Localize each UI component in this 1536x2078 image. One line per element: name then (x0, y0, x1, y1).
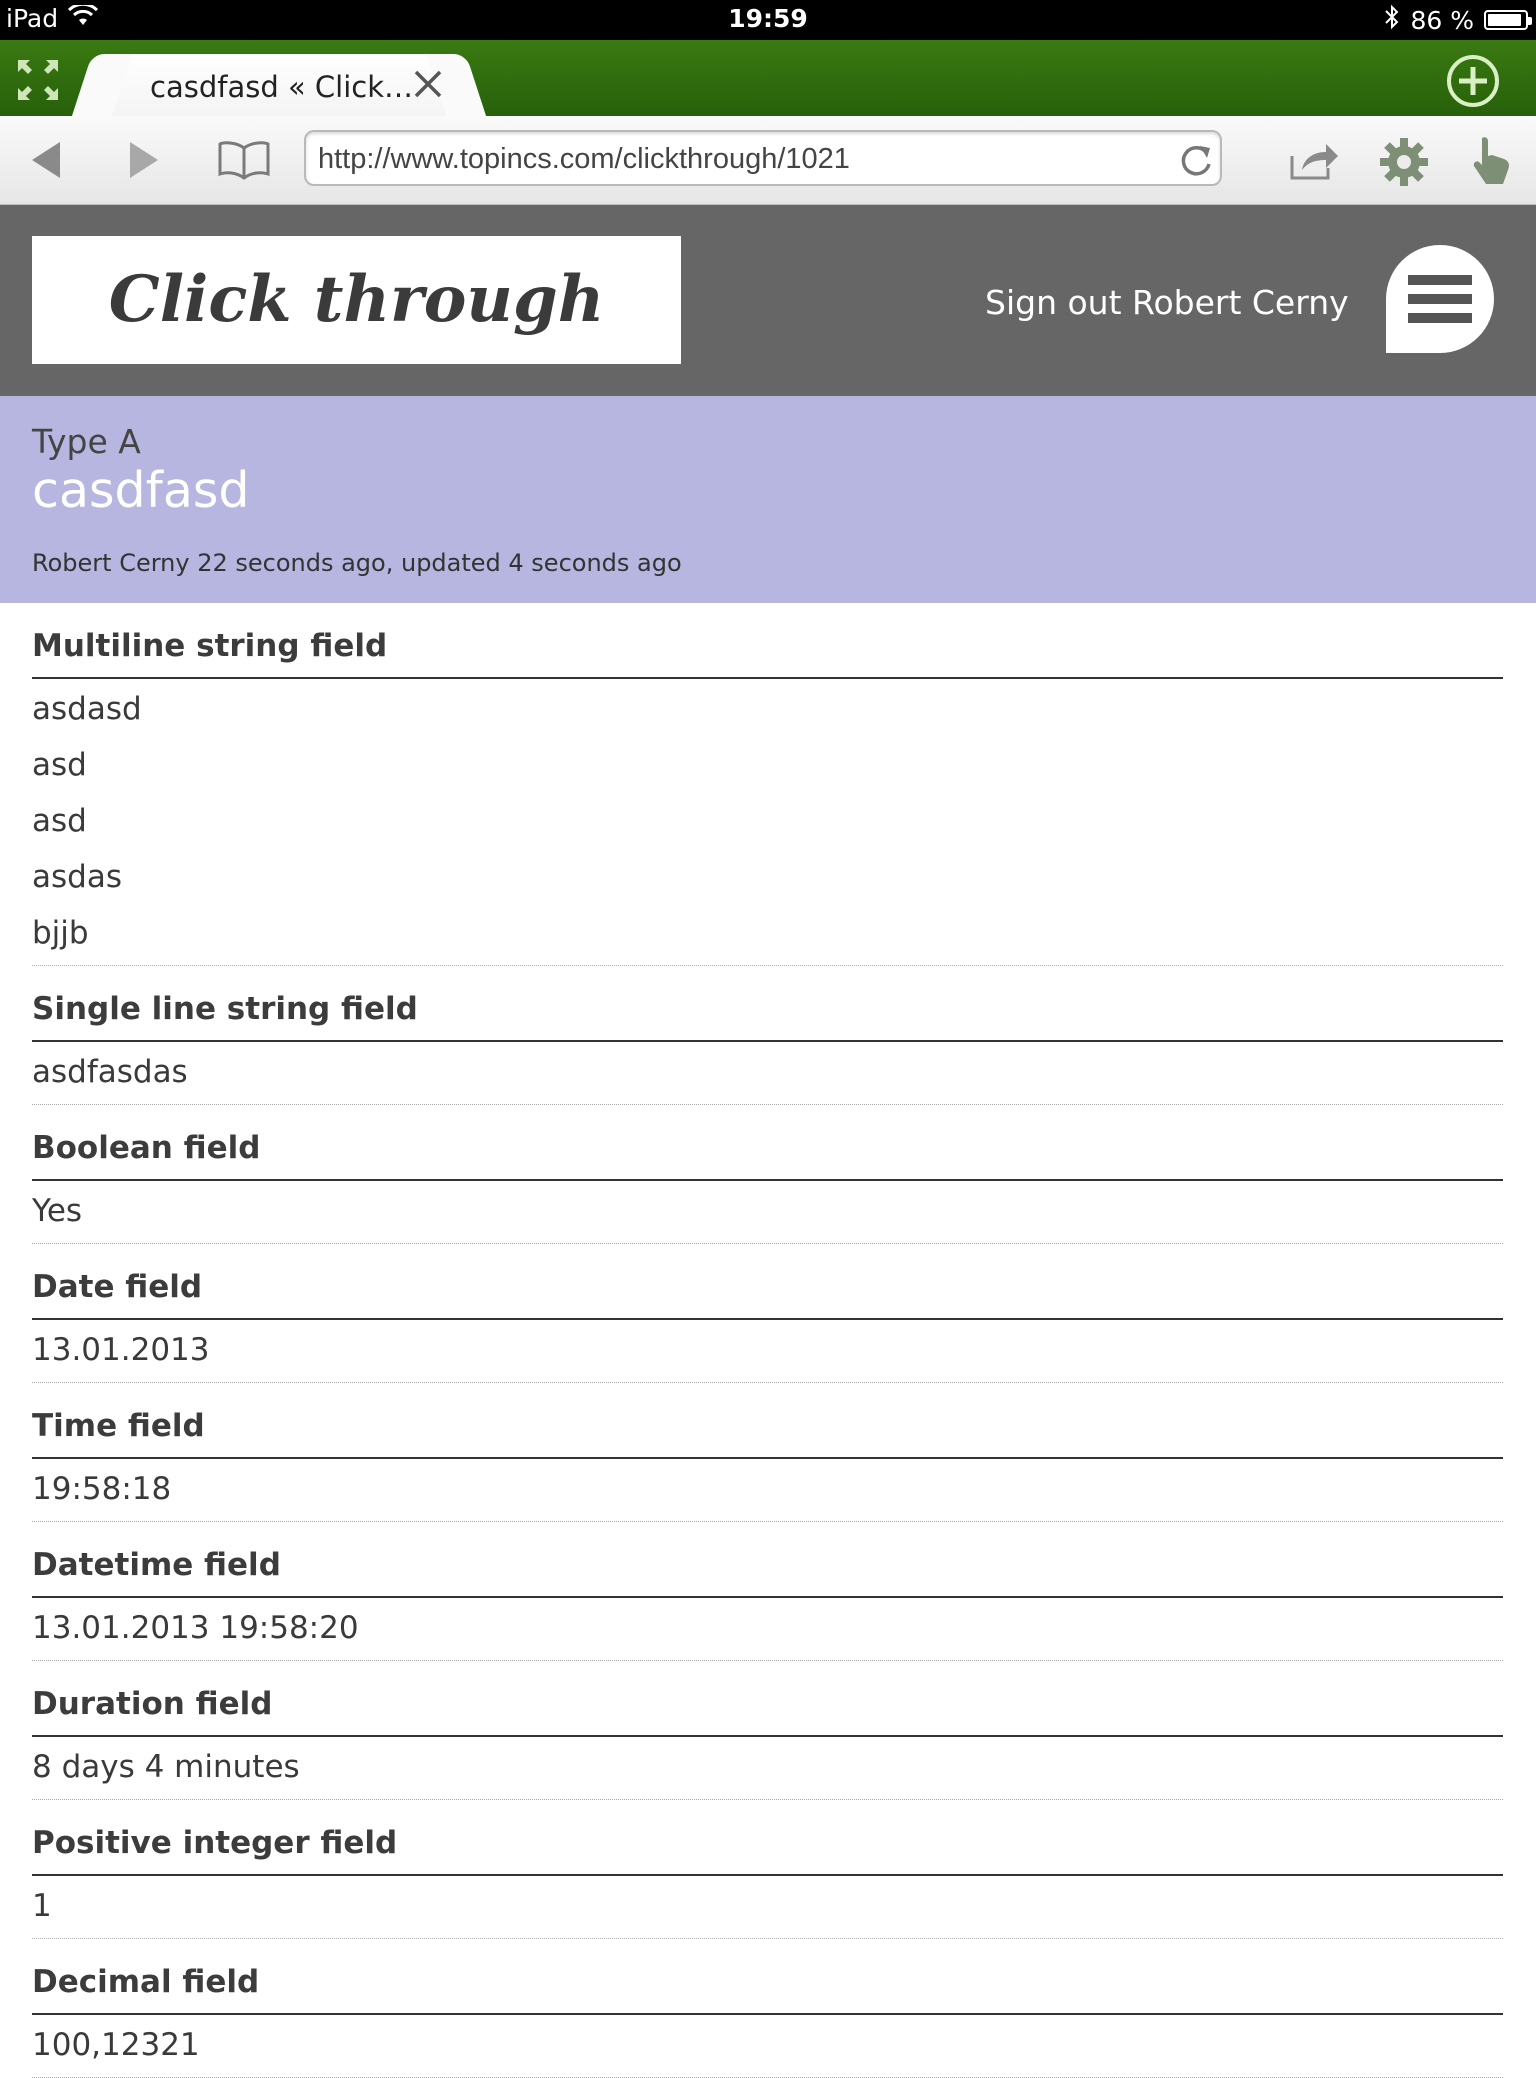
site-header (0, 205, 1536, 396)
field-list (32, 603, 1503, 2078)
bluetooth-icon (1384, 4, 1400, 36)
menu-icon[interactable] (1386, 245, 1494, 353)
status-bar (0, 0, 1536, 40)
field-decimal (32, 1939, 1503, 2078)
field-value: bjjb (32, 915, 89, 951)
field-value: 8 days 4 minutes (32, 1749, 300, 1785)
sign-out-link[interactable]: Sign out Robert Cerny (985, 283, 1349, 322)
close-icon[interactable] (412, 68, 444, 100)
field-value: asd (32, 747, 87, 783)
reload-icon[interactable] (1176, 140, 1216, 180)
url-bar[interactable] (304, 130, 1222, 186)
url-text: http://www.topincs.com/clickthrough/1021 (318, 143, 850, 175)
forward-arrow-icon[interactable] (124, 138, 164, 182)
field-label: Time field (32, 1383, 1503, 1459)
field-time (32, 1383, 1503, 1522)
share-icon[interactable] (1288, 138, 1340, 182)
field-value: Yes (32, 1193, 83, 1229)
field-value: asdfasdas (32, 1054, 188, 1090)
battery-percent: 86 % (1410, 5, 1474, 35)
field-label: Decimal field (32, 1939, 1503, 2015)
logo[interactable] (32, 236, 681, 364)
field-date (32, 1244, 1503, 1383)
field-positive-integer (32, 1800, 1503, 1939)
tab-title: casdfasd « Click… (150, 70, 414, 104)
device-name: iPad (6, 4, 59, 33)
new-tab-icon[interactable] (1446, 54, 1500, 108)
field-label: Date field (32, 1244, 1503, 1320)
bookmarks-book-icon[interactable] (216, 140, 272, 180)
field-label: Duration field (32, 1661, 1503, 1737)
field-label: Boolean field (32, 1105, 1503, 1181)
topic-header (0, 396, 1536, 603)
field-duration (32, 1661, 1503, 1800)
back-arrow-icon[interactable] (26, 138, 66, 182)
topic-meta: Robert Cerny 22 seconds ago, updated 4 seconds ago (32, 549, 682, 577)
field-multiline-string (32, 603, 1503, 966)
field-label: Multiline string field (32, 603, 1503, 679)
field-value: 100,12321 (32, 2027, 200, 2063)
field-value: 1 (32, 1888, 52, 1924)
topic-type[interactable]: Type A (32, 422, 141, 461)
page-title: casdfasd (32, 462, 250, 519)
battery-icon (1484, 10, 1528, 30)
field-value: 13.01.2013 (32, 1332, 210, 1368)
field-label: Single line string field (32, 966, 1503, 1042)
clock: 19:59 (728, 4, 808, 33)
browser-toolbar (0, 116, 1536, 205)
field-value: 19:58:18 (32, 1471, 172, 1507)
field-value: asdasd (32, 691, 142, 727)
field-label: Positive integer field (32, 1800, 1503, 1876)
field-single-line-string (32, 966, 1503, 1105)
field-datetime (32, 1522, 1503, 1661)
logo-text: Click through (108, 262, 605, 337)
pointer-hand-icon[interactable] (1470, 134, 1514, 188)
field-value: asd (32, 803, 87, 839)
tab-active[interactable] (102, 54, 456, 116)
field-value: asdas (32, 859, 122, 895)
tab-strip (0, 40, 1536, 116)
field-label: Datetime field (32, 1522, 1503, 1598)
field-value: 13.01.2013 19:58:20 (32, 1610, 359, 1646)
gear-icon[interactable] (1378, 136, 1430, 188)
field-boolean (32, 1105, 1503, 1244)
fullscreen-icon[interactable] (16, 58, 60, 102)
